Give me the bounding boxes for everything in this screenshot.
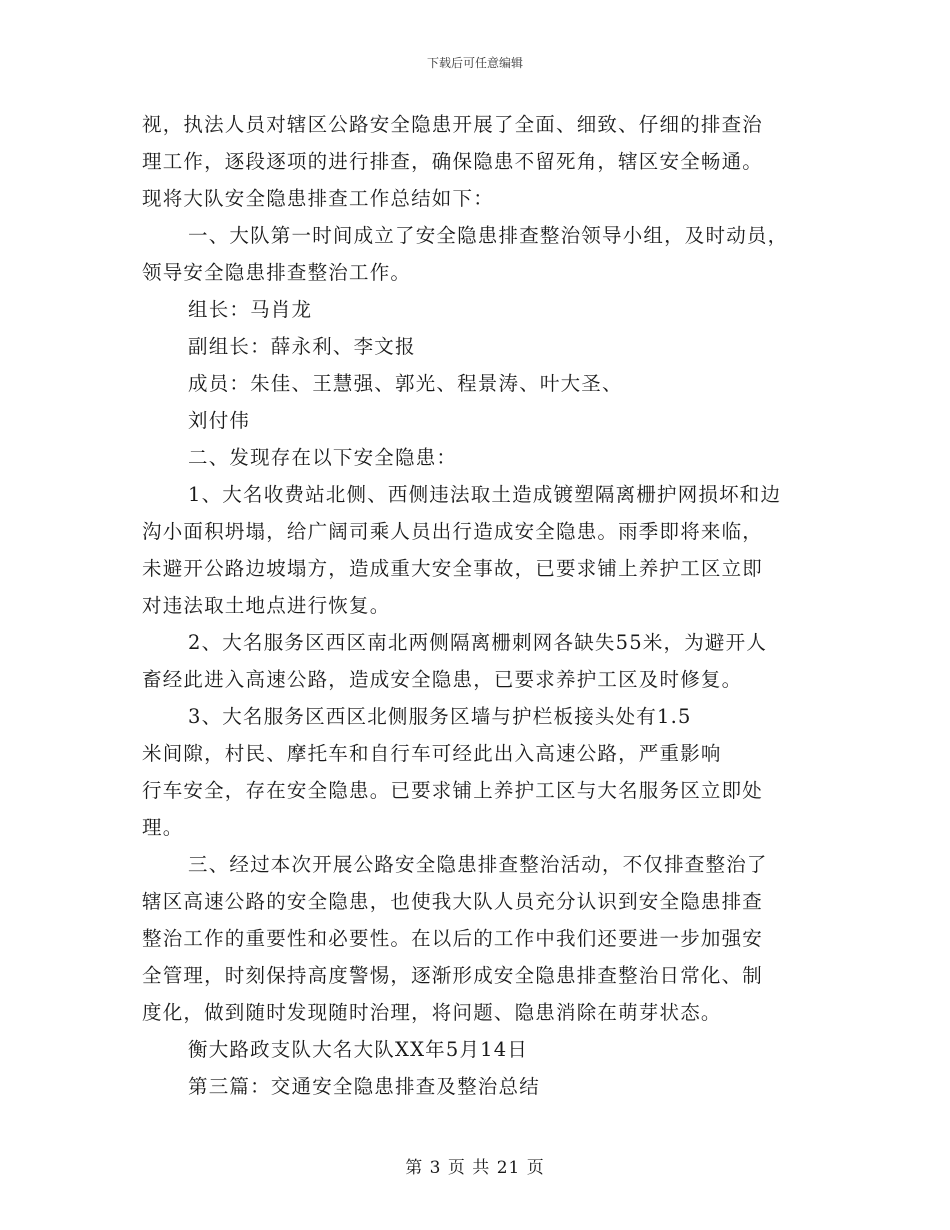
text-line: 行车安全，存在安全隐患。已要求铺上养护工区与大名服务区立即处 [142, 779, 764, 802]
text-line: 现将大队安全隐患排查工作总结如下： [142, 187, 494, 210]
text-line: 二、发现存在以下安全隐患： [188, 446, 458, 469]
page-header: 下载后可任意编辑 [426, 56, 523, 70]
text-line: 3、大名服务区西区北侧服务区墙与护栏板接头处有1.5 [188, 705, 692, 728]
text-line: 未避开公路边坡塌方，造成重大安全事故，已要求铺上养护工区立即 [142, 557, 764, 580]
text-line: 三、经过本次开展公路安全隐患排查整治活动，不仅排查整治了 [188, 853, 768, 876]
text-line: 第三篇：交通安全隐患排查及整治总结 [188, 1075, 540, 1098]
text-line: 成员：朱佳、王慧强、郭光、程景涛、叶大圣、 [188, 372, 623, 395]
text-line: 畜经此进入高速公路，造成安全隐患，已要求养护工区及时修复。 [142, 668, 743, 691]
text-line: 米间隙，村民、摩托车和自行车可经此出入高速公路，严重影响 [142, 742, 722, 765]
text-line: 理工作，逐段逐项的进行排查，确保隐患不留死角，辖区安全畅通。 [142, 150, 764, 173]
text-line: 领导安全隐患排查整治工作。 [142, 261, 412, 284]
text-line: 一、大队第一时间成立了安全隐患排查整治领导小组，及时动员， [188, 224, 789, 247]
text-line: 理。 [142, 816, 184, 839]
text-line: 组长：马肖龙 [188, 298, 313, 321]
text-line: 度化，做到随时发现随时治理，将问题、隐患消除在萌芽状态。 [142, 1001, 722, 1024]
text-line: 刘付伟 [188, 409, 251, 432]
text-line: 辖区高速公路的安全隐患，也使我大队人员充分认识到安全隐患排查 [142, 890, 764, 913]
text-line: 2、大名服务区西区南北两侧隔离栅刺网各缺失55米，为避开人 [188, 631, 768, 654]
page-number: 第 3 页 共 21 页 [405, 1158, 545, 1178]
text-line: 沟小面积坍塌，给广阔司乘人员出行造成安全隐患。雨季即将来临， [142, 520, 764, 543]
text-line: 对违法取土地点进行恢复。 [142, 594, 391, 617]
text-line: 衡大路政支队大名大队XX年5月14日 [188, 1038, 529, 1061]
text-line: 副组长：薛永利、李文报 [188, 335, 416, 358]
text-line: 视，执法人员对辖区公路安全隐患开展了全面、细致、仔细的排查治 [142, 113, 764, 136]
text-line: 1、大名收费站北侧、西侧违法取土造成镀塑隔离栅护网损坏和边 [188, 483, 782, 506]
document-body [142, 106, 812, 1105]
text-line: 整治工作的重要性和必要性。在以后的工作中我们还要进一步加强安 [142, 927, 764, 950]
text-line: 全管理，时刻保持高度警惕，逐渐形成安全隐患排查整治日常化、制 [142, 964, 764, 987]
